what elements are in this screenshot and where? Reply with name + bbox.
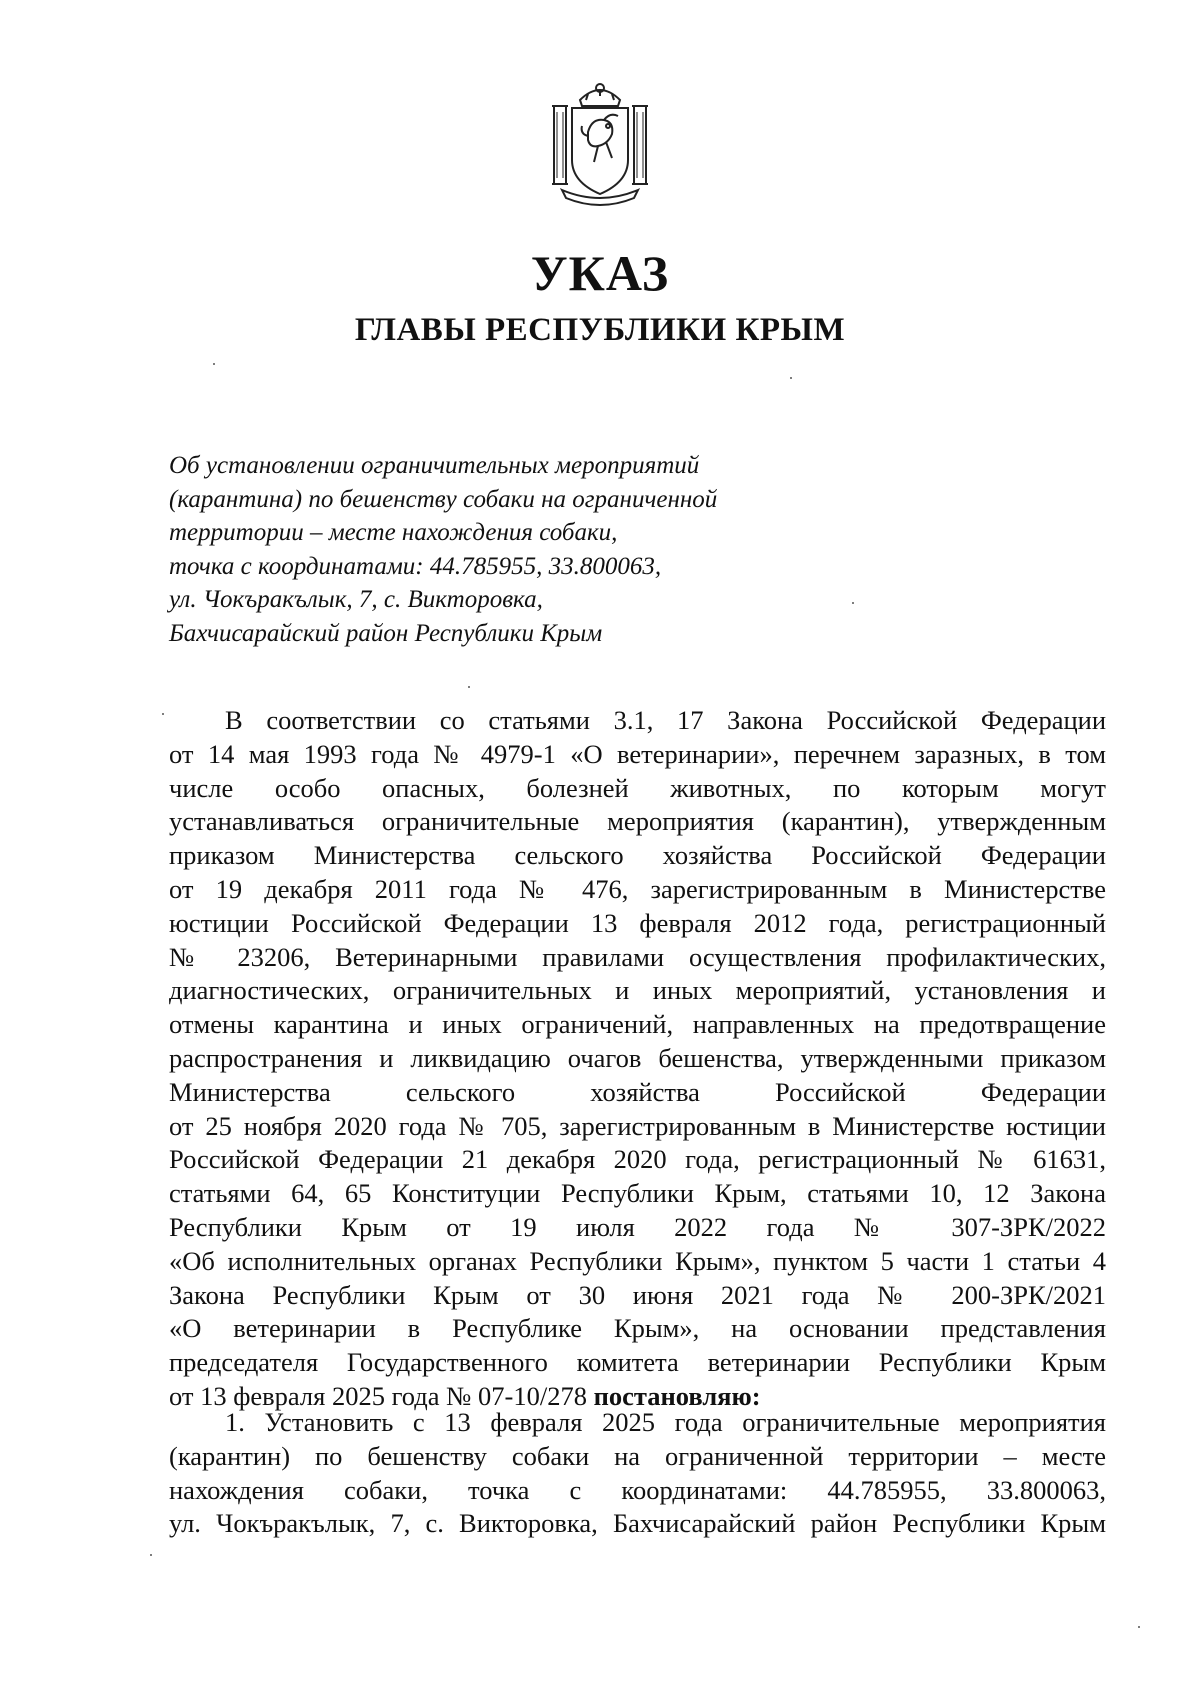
heading-line: Бахчисарайский район Республики Крым [169,619,603,647]
document-title: УКАЗ [530,245,670,301]
text-line: Министерства сельского хозяйства Российской Федерации [169,1076,1106,1107]
text-line: «Об исполнительных органах Республики Крым», пунктом 5 части 1 статьи 4 [169,1245,1106,1276]
scan-speck [852,602,854,604]
preamble-last-line-text: от 13 февраля 2025 года № 07-10/278 [169,1380,587,1411]
text-line: «О ветеринарии в Республике Крым», на основании представления [169,1313,1106,1344]
text-line: Закона Республики Крым от 30 июня 2021 года № 200-ЗРК/2021 [169,1279,1106,1310]
text-line: отмены карантина и иных ограничений, направленных на предотвращение [169,1009,1106,1040]
document-subtitle: ГЛАВЫ РЕСПУБЛИКИ КРЫМ [354,312,846,348]
coat-of-arms-icon [548,78,652,208]
scan-speck [790,377,792,379]
text-line: № 23206, Ветеринарными правилами осуществления профилактических, [169,941,1106,972]
text-line: числе особо опасных, болезней животных, по которым могут [169,772,1106,803]
heading-line: точка с координатами: 44.785955, 33.800063, [169,552,662,580]
scan-speck [468,686,470,688]
text-line: диагностических, ограничительных и иных мероприятий, установления и [169,975,1106,1006]
decree-word: постановляю: [593,1380,761,1411]
text-line: статьями 64, 65 Конституции Республики Крым, статьями 10, 12 Закона [169,1178,1106,1209]
text-line: нахождения собаки, точка с координатами: 44.785955, 33.800063, [169,1474,1106,1505]
text-line: приказом Министерства сельского хозяйства Российской Федерации [169,840,1106,871]
text-line: от 19 декабря 2011 года № 476, зарегистрированным в Министерстве [169,873,1106,904]
heading-line: ул. Чокъракълык, 7, с. Викторовка, [169,586,543,613]
item-1-paragraph [169,1406,1106,1541]
text-line: от 14 мая 1993 года № 4979-1 «О ветеринарии», перечнем заразных, в том [169,738,1106,769]
scan-speck [162,713,164,715]
text-line: от 25 ноября 2020 года № 705, зарегистрированным в Министерстве юстиции [169,1110,1106,1141]
text-line: юстиции Российской Федерации 13 февраля 2012 года, регистрационный [169,907,1106,938]
text-line: распространения и ликвидацию очагов бешенства, утвержденными приказом [169,1042,1106,1073]
text-line: Российской Федерации 21 декабря 2020 года, регистрационный № 61631, [169,1144,1106,1175]
text-line: устанавливаться ограничительные мероприятия (карантин), утвержденным [169,806,1106,837]
text-line: 1. Установить с 13 февраля 2025 года ограничительные мероприятия [225,1407,1106,1437]
scan-speck [150,1554,152,1556]
heading-line: Об установлении ограничительных мероприятий [169,452,700,479]
heading-line: (карантина) по бешенству собаки на ограниченной [169,485,718,513]
text-line: В соответствии со статьями 3.1, 17 Закона Российской Федерации [225,705,1106,735]
decree-heading [169,449,717,650]
heading-line: территории – месте нахождения собаки, [169,519,618,546]
text-line: председателя Государственного комитета ветеринарии Республики Крым [169,1347,1106,1378]
scan-speck [1138,1626,1140,1628]
preamble-paragraph [169,704,1106,1414]
scan-speck [213,363,215,365]
text-line: ул. Чокъракълык, 7, с. Викторовка, Бахчисарайский район Республики Крым [169,1508,1106,1539]
text-line: (карантин) по бешенству собаки на ограниченной территории – месте [169,1440,1106,1471]
text-line: Республики Крым от 19 июля 2022 года № 307-ЗРК/2022 [169,1211,1106,1242]
